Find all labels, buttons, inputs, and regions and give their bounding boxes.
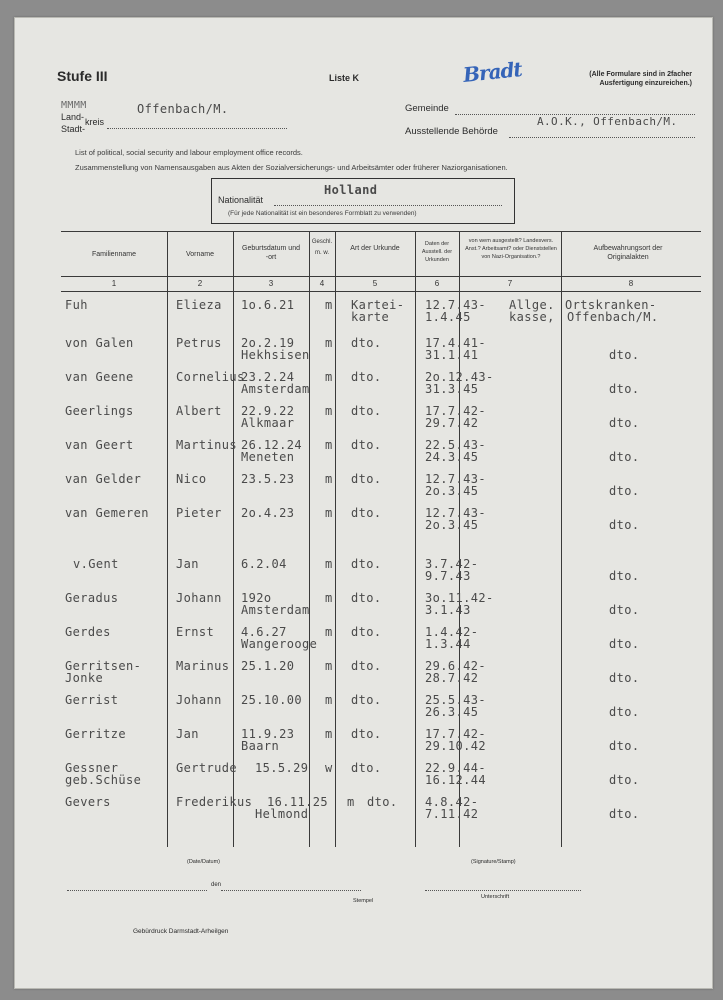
document-type: dto. bbox=[351, 438, 382, 452]
issue-date-from: 4.8.42- bbox=[425, 795, 479, 809]
unterschrift-label: Unterschrift bbox=[481, 894, 510, 900]
issue-date-from: 12.7.43- bbox=[425, 472, 486, 486]
col-num-7: 7 bbox=[507, 279, 513, 288]
family-name: Gerrist bbox=[65, 693, 119, 707]
issue-date-from: 3.7.42- bbox=[425, 557, 479, 571]
handwritten-signature: Bradt bbox=[461, 57, 523, 87]
liste-label: Liste K bbox=[329, 73, 360, 83]
issue-date-to: 2o.3.45 bbox=[425, 484, 479, 498]
given-name: Pieter bbox=[176, 506, 222, 520]
birth-date: 25.1.20 bbox=[241, 659, 295, 673]
col-header-4: Geschl. m. w. bbox=[311, 239, 333, 256]
col-num-4: 4 bbox=[319, 279, 325, 288]
archive-location: dto. bbox=[609, 671, 640, 685]
table-row bbox=[15, 625, 712, 659]
birth-date: 22.9.22 bbox=[241, 404, 295, 418]
document-type: dto. bbox=[351, 659, 382, 673]
issue-date-from: 12.7.43- bbox=[425, 506, 486, 520]
col-num-3: 3 bbox=[268, 279, 274, 288]
given-name: Albert bbox=[176, 404, 222, 418]
archive-location: dto. bbox=[609, 450, 640, 464]
birth-date: 26.12.24 bbox=[241, 438, 302, 452]
issue-date-from: 17.7.42- bbox=[425, 727, 486, 741]
family-name-line2: Jonke bbox=[65, 671, 104, 685]
given-name: Martinus bbox=[176, 438, 237, 452]
table-row bbox=[15, 370, 712, 404]
given-name: Jan bbox=[176, 557, 199, 571]
col-num-5: 5 bbox=[372, 279, 378, 288]
archive-location: dto. bbox=[609, 569, 640, 583]
land-label: Land- bbox=[61, 112, 85, 122]
nationality-value: Holland bbox=[324, 183, 378, 197]
table-row bbox=[15, 557, 712, 591]
document-type-line2: karte bbox=[351, 310, 390, 324]
archive-location: dto. bbox=[609, 705, 640, 719]
given-name: Ernst bbox=[176, 625, 215, 639]
family-name: Gerritsen- bbox=[65, 659, 142, 673]
family-name: van Gelder bbox=[65, 472, 142, 486]
table-row bbox=[15, 438, 712, 472]
archive-location: dto. bbox=[609, 739, 640, 753]
document-type: dto. bbox=[351, 336, 382, 350]
issue-date-to: 28.7.42 bbox=[425, 671, 479, 685]
date-caption: (Date/Datum) bbox=[187, 859, 221, 865]
document-type: dto. bbox=[351, 693, 382, 707]
formular-note bbox=[530, 70, 692, 88]
archive-location: dto. bbox=[609, 637, 640, 651]
nationality-box bbox=[211, 178, 515, 224]
archive-location: dto. bbox=[609, 518, 640, 532]
family-name-line2: geb.Schüse bbox=[65, 773, 142, 787]
col-num-2: 2 bbox=[197, 279, 203, 288]
issue-date-to: 24.3.45 bbox=[425, 450, 479, 464]
birth-date: 192o bbox=[241, 591, 272, 605]
place-dotline bbox=[67, 890, 207, 891]
col-header-3: Geburtsdatum und -ort bbox=[242, 245, 300, 261]
issue-date-to: 9.7.43 bbox=[425, 569, 471, 583]
given-name: Nico bbox=[176, 472, 207, 486]
given-name: Cornelius bbox=[176, 370, 245, 384]
date-dotline bbox=[221, 890, 361, 891]
issuer: Allge. bbox=[509, 298, 555, 312]
sex: m bbox=[325, 336, 333, 350]
archive-location: dto. bbox=[609, 807, 640, 821]
document-type: dto. bbox=[367, 795, 398, 809]
col-header-5: Art der Urkunde bbox=[350, 245, 400, 252]
birth-date: 23.5.23 bbox=[241, 472, 295, 486]
nationality-note: (Für jede Nationalität ist ein besonderes Formblatt zu verwenden) bbox=[228, 210, 417, 217]
table-row bbox=[15, 472, 712, 506]
issue-date-to: 29.10.42 bbox=[425, 739, 486, 753]
table-row bbox=[15, 761, 712, 795]
family-name: Fuh bbox=[65, 298, 88, 312]
issue-date-from: 25.5.43- bbox=[425, 693, 486, 707]
sex: m bbox=[325, 557, 333, 571]
family-name: Geradus bbox=[65, 591, 119, 605]
sex: m bbox=[325, 625, 333, 639]
given-name: Petrus bbox=[176, 336, 222, 350]
family-name: van Geene bbox=[65, 370, 134, 384]
issue-date-from: 29.6.42- bbox=[425, 659, 486, 673]
issue-date-from: 22.9.44- bbox=[425, 761, 486, 775]
given-name: Marinus bbox=[176, 659, 230, 673]
archive-location: dto. bbox=[609, 484, 640, 498]
col-header-1: Familienname bbox=[92, 251, 136, 258]
birth-date: 1o.6.21 bbox=[241, 298, 295, 312]
birth-place: Helmond bbox=[255, 807, 309, 821]
given-name: Johann bbox=[176, 693, 222, 707]
table-row bbox=[15, 659, 712, 693]
given-name: Gertrude bbox=[176, 761, 237, 775]
family-name: van Geert bbox=[65, 438, 134, 452]
table-row bbox=[15, 727, 712, 761]
document-type: dto. bbox=[351, 506, 382, 520]
given-name: Elieza bbox=[176, 298, 222, 312]
document-type: dto. bbox=[351, 591, 382, 605]
sex: m bbox=[325, 659, 333, 673]
table-row bbox=[15, 404, 712, 438]
sex: m bbox=[325, 370, 333, 384]
sex: m bbox=[325, 438, 333, 452]
issue-date-to: 31.3.45 bbox=[425, 382, 479, 396]
stempel-label: Stempel bbox=[353, 898, 374, 904]
given-name: Jan bbox=[176, 727, 199, 741]
sex: m bbox=[325, 693, 333, 707]
document-type: dto. bbox=[351, 761, 382, 775]
formular-note-line1: (Alle Formulare sind in 2facher bbox=[589, 71, 692, 78]
nationality-dotline bbox=[274, 205, 502, 206]
issue-date-to: 29.7.42 bbox=[425, 416, 479, 430]
document-type: dto. bbox=[351, 404, 382, 418]
issue-date-to: 16.12.44 bbox=[425, 773, 486, 787]
issue-date-from: 17.4.41- bbox=[425, 336, 486, 350]
birth-place: Hekhsisen bbox=[241, 348, 310, 362]
col-header-8: Aufbewahrungsort der Originalakten bbox=[593, 245, 663, 261]
sex: m bbox=[325, 404, 333, 418]
description-de: Zusammenstellung von Namensausgaben aus Akten der Sozialversicherungs- und Arbeitsämter oder früherer Naziorganisationen. bbox=[75, 163, 508, 172]
issue-date-to: 1.4.45 bbox=[425, 310, 471, 324]
family-name: Gevers bbox=[65, 795, 111, 809]
archive-location-line2: Offenbach/M. bbox=[567, 310, 659, 324]
table-row bbox=[15, 795, 712, 829]
sex: m bbox=[325, 298, 333, 312]
birth-place: Amsterdam bbox=[241, 382, 310, 396]
archive-location: dto. bbox=[609, 416, 640, 430]
table-row bbox=[15, 506, 712, 540]
issue-date-from: 12.7.43- bbox=[425, 298, 486, 312]
family-name: Geerlings bbox=[65, 404, 134, 418]
given-name: Frederikus bbox=[176, 795, 253, 809]
col-header-2: Vorname bbox=[185, 251, 215, 258]
stadt-label: Stadt- bbox=[61, 124, 86, 134]
gemeinde-label: Gemeinde bbox=[405, 103, 449, 114]
birth-date: 2o.4.23 bbox=[241, 506, 295, 520]
birth-place: Wangerooge bbox=[241, 637, 318, 651]
table-row bbox=[15, 591, 712, 625]
sex: m bbox=[325, 506, 333, 520]
document-page bbox=[14, 17, 713, 989]
issue-date-to: 7.11.42 bbox=[425, 807, 479, 821]
table-num-rule bbox=[61, 291, 701, 292]
issue-date-from: 2o.12.43- bbox=[425, 370, 494, 384]
issue-date-to: 1.3.44 bbox=[425, 637, 471, 651]
birth-date: 6.2.04 bbox=[241, 557, 287, 571]
issuer-line2: kasse, bbox=[509, 310, 555, 324]
birth-date: 25.10.00 bbox=[241, 693, 302, 707]
sex: m bbox=[325, 591, 333, 605]
sex: m bbox=[325, 727, 333, 741]
col-header-7: von wem ausgestellt? Landesvers. Anst.? Arbeitsamt? oder Dienststellen von Nazi-Organisation.? bbox=[465, 238, 557, 260]
birth-place: Baarn bbox=[241, 739, 280, 753]
sex: m bbox=[325, 472, 333, 486]
birth-date: 11.9.23 bbox=[241, 727, 295, 741]
kreis-value: Offenbach/M. bbox=[137, 102, 229, 116]
issue-date-from: 3o.11.42- bbox=[425, 591, 494, 605]
family-name: Gerritze bbox=[65, 727, 126, 741]
col-num-8: 8 bbox=[628, 279, 634, 288]
archive-location: dto. bbox=[609, 603, 640, 617]
family-name: von Galen bbox=[65, 336, 134, 350]
nationality-label: Nationalität bbox=[218, 195, 264, 205]
table-top-rule bbox=[61, 231, 701, 232]
behoerde-dotline bbox=[509, 137, 695, 138]
col-num-6: 6 bbox=[434, 279, 440, 288]
birth-date: 23.2.24 bbox=[241, 370, 295, 384]
sex: m bbox=[347, 795, 355, 809]
behoerde-label: Ausstellende Behörde bbox=[405, 126, 498, 137]
den-label: den bbox=[211, 882, 222, 888]
archive-location: dto. bbox=[609, 382, 640, 396]
issue-date-from: 1.4.42- bbox=[425, 625, 479, 639]
family-name: van Gemeren bbox=[65, 506, 149, 520]
behoerde-value: A.O.K., Offenbach/M. bbox=[537, 115, 678, 128]
sex: w bbox=[325, 761, 333, 775]
issue-date-to: 26.3.45 bbox=[425, 705, 479, 719]
document-type: dto. bbox=[351, 625, 382, 639]
document-type: dto. bbox=[351, 557, 382, 571]
col-num-1: 1 bbox=[111, 279, 117, 288]
kreis-dotline bbox=[107, 128, 287, 129]
document-type: Kartei- bbox=[351, 298, 405, 312]
issue-date-to: 2o.3.45 bbox=[425, 518, 479, 532]
archive-location: dto. bbox=[609, 773, 640, 787]
kreis-label: kreis bbox=[85, 117, 105, 127]
table-header-rule bbox=[61, 276, 701, 277]
issue-date-to: 31.1.41 bbox=[425, 348, 479, 362]
family-name: v.Gent bbox=[73, 557, 119, 571]
overstrike-text: MMMM bbox=[61, 100, 87, 111]
issue-date-from: 22.5.43- bbox=[425, 438, 486, 452]
family-name: Gessner bbox=[65, 761, 119, 775]
archive-location: dto. bbox=[609, 348, 640, 362]
archive-location: Ortskranken- bbox=[565, 298, 657, 312]
printer-imprint: Gebürdruck Darmstadt-Arheilgen bbox=[133, 928, 229, 935]
birth-place: Alkmaar bbox=[241, 416, 295, 430]
table-row bbox=[15, 693, 712, 727]
signature-dotline bbox=[425, 890, 581, 891]
document-type: dto. bbox=[351, 472, 382, 486]
birth-place: Meneten bbox=[241, 450, 295, 464]
birth-date: 2o.2.19 bbox=[241, 336, 295, 350]
birth-date: 16.11.25 bbox=[267, 795, 328, 809]
table-row bbox=[15, 298, 712, 332]
document-type: dto. bbox=[351, 727, 382, 741]
stufe-title: Stufe III bbox=[57, 68, 108, 84]
formular-note-line2: Ausfertigung einzureichen.) bbox=[599, 80, 692, 87]
family-name: Gerdes bbox=[65, 625, 111, 639]
issue-date-to: 3.1.43 bbox=[425, 603, 471, 617]
birth-date: 15.5.29 bbox=[255, 761, 309, 775]
col-header-6: Daten der Ausstell. der Urkunden bbox=[421, 241, 453, 263]
birth-place: Amsterdam bbox=[241, 603, 310, 617]
table-row bbox=[15, 336, 712, 370]
signature-caption: (Signature/Stamp) bbox=[471, 859, 516, 865]
document-type: dto. bbox=[351, 370, 382, 384]
given-name: Johann bbox=[176, 591, 222, 605]
description-en: List of political, social security and labour employment office records. bbox=[75, 148, 303, 157]
issue-date-from: 17.7.42- bbox=[425, 404, 486, 418]
birth-date: 4.6.27 bbox=[241, 625, 287, 639]
